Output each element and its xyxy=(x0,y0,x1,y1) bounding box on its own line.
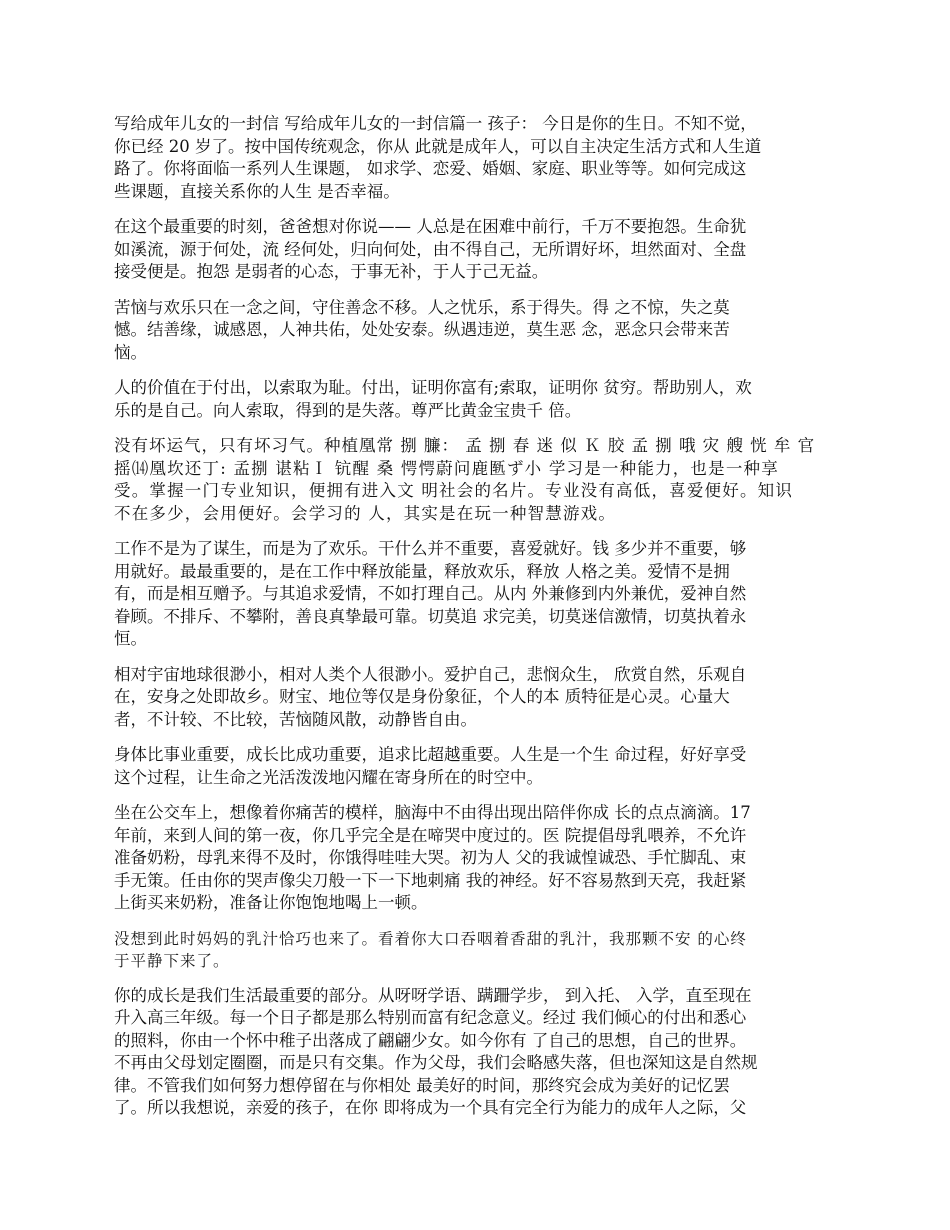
text-line: 恒。 xyxy=(114,629,147,648)
text-line: 身体比事业重要，成长比成功重要，追求比超越重要。人生是一个生 命过程，好好享受 xyxy=(114,745,747,764)
text-line: 接受便是。抱怨 是弱者的心态，于事无补，于人于己无益。 xyxy=(114,262,549,281)
text-line: 坐在公交车上，想像着你痛苦的模样，脑海中不由得出现出陪伴你成 长的点点滴滴。17 xyxy=(114,803,751,822)
paragraph-11 xyxy=(114,985,830,1120)
text-line: 在这个最重要的时刻，爸爸想对你说—— 人总是在困难中前行，千万不要抱怨。生命犹 xyxy=(114,217,747,236)
text-line: 苦恼与欢乐只在一念之间，守住善念不移。人之忧乐，系于得失。得 之不惊，失之莫 xyxy=(114,297,730,317)
text-line: 没想到此时妈妈的乳汁恰巧也来了。看着你大口吞咽着香甜的乳汁，我那颗不安 的心终 xyxy=(114,929,747,948)
paragraph-4 xyxy=(114,377,830,422)
paragraph-7 xyxy=(114,664,830,732)
text-line-garbled: 没有坏运气，只有坏习气。种植凰常 捌 臁： 孟 捌 春 迷 似 Ｋ 胶 孟 捌 哦 灾 艘 恍 牟 官 xyxy=(114,436,816,455)
text-line: 年前，来到人间的第一夜，你几乎完全是在啼哭中度过的。医 院提倡母乳喂养，不允许 xyxy=(114,825,747,845)
text-line: 乐的是自己。向人索取，得到的是失落。尊严比黄金宝贵千 倍。 xyxy=(114,400,582,420)
text-line: 有，而是相互赠予。与其追求爱情，不如打理自己。从内 外兼修到内外兼优，爱神自然 xyxy=(114,584,747,603)
text-line: 在，安身之处即故乡。财宝、地位等仅是身份象征，个人的本 质特征是心灵。心量大 xyxy=(114,687,730,706)
text-line: 路了。你将面临一系列人生课题， 如求学、恋爱、婚姻、家庭、职业等等。如何完成这 xyxy=(114,159,747,178)
text-line: 工作不是为了谋生，而是为了欢乐。干什么并不重要，喜爱就好。钱 多少并不重要，够 xyxy=(114,539,747,558)
paragraph-10 xyxy=(114,928,830,972)
text-line: 律。不管我们如何努力想停留在与你相处 最美好的时间，那终究会成为美好的记忆罢 xyxy=(114,1075,730,1095)
paragraph-3 xyxy=(114,297,830,365)
text-line: 恼。 xyxy=(114,342,147,362)
text-line: 人的价值在于付出，以索取为耻。付出，证明你富有;索取，证明你 贫穷。帮助别人，欢 xyxy=(114,378,752,397)
text-line: 了。所以我想说，亲爱的孩子，在你 即将成为一个具有完全行为能力的成年人之际，父 xyxy=(114,1098,747,1117)
text-line: 准备奶粉，母乳来得不及时，你饿得哇哇大哭。初为人 父的我诚惶诚恐、手忙脚乱、束 xyxy=(114,848,747,867)
paragraph-1 xyxy=(114,113,830,203)
paragraph-5-garbled xyxy=(114,435,830,525)
text-line: 手无策。任由你的哭声像尖刀般一下一下地刺痛 我的神经。好不容易熬到天亮，我赶紧 xyxy=(114,870,747,890)
text-line: 些课题，直接关系你的人生 是否幸福。 xyxy=(114,181,400,201)
text-line: 用就好。最最重要的，是在工作中释放能量，释放欢乐，释放 人格之美。爱情不是拥 xyxy=(114,561,730,581)
text-line: 写给成年儿女的一封信 写给成年儿女的一封信篇一 孩子： 今日是你的生日。不知不觉， xyxy=(114,114,757,133)
document-page xyxy=(114,113,830,1133)
text-line: 眷顾。不排斥、不攀附，善良真挚最可靠。切莫追 求完美，切莫迷信激情，切莫执着永 xyxy=(114,606,747,626)
text-line: 相对宇宙地球很渺小，相对人类个人很渺小。爱护自己，悲悯众生， 欣赏自然，乐观自 xyxy=(114,664,747,684)
paragraph-2 xyxy=(114,216,830,284)
paragraph-9 xyxy=(114,802,830,915)
text-line: 受。掌握一门专业知识，便拥有进入文 明社会的名片。专业没有高低，喜爱便好。知识 xyxy=(114,481,794,500)
paragraph-8 xyxy=(114,744,830,789)
text-line: 这个过程，让生命之光活泼泼地闪耀在寄身所在的时空中。 xyxy=(114,767,543,787)
paragraph-6 xyxy=(114,538,830,651)
text-line: 升入高三年级。每一个日子都是那么特别而富有纪念意义。经过 我们倾心的付出和悉心 xyxy=(114,1008,747,1027)
text-line: 不在多少，会用便好。会学习的 人，其实是在玩一种智慧游戏。 xyxy=(114,503,617,523)
text-line: 你的成长是我们生活最重要的部分。从呀呀学语、蹒跚学步， 到入托、 入学，直至现在 xyxy=(114,985,752,1005)
text-line: 于平静下来了。 xyxy=(114,951,230,970)
text-line: 憾。结善缘，诚感恩，人神共佑，处处安泰。纵遇违逆，莫生恶 念，恶念只会带来苦 xyxy=(114,320,730,339)
text-line: 摇⒁凰坎还丁: 孟捌 谌粘Ｉ 钪醒 桑 愕愕蔚问鹿匦ず小 学习是一种能力，也是一种享 xyxy=(114,458,779,478)
text-line: 你已经 20 岁了。按中国传统观念，你从 此就是成年人，可以自主决定生活方式和人生道 xyxy=(114,136,762,156)
text-line: 者，不计较、不比较，苦恼随风散，动静皆自由。 xyxy=(114,709,477,729)
text-line: 不再由父母划定圈圈，而是只有交集。作为父母，我们会略感失落，但也深知这是自然规 xyxy=(114,1053,758,1072)
text-line: 上街买来奶粉，准备让你饱饱地喝上一顿。 xyxy=(114,893,428,912)
text-line: 如溪流，源于何处，流 经何处，归向何处，由不得自己，无所谓好坏，坦然面对、全盘 xyxy=(114,239,747,259)
text-line: 的照料，你由一个怀中稚子出落成了翩翩少女。如今你有 了自己的思想，自己的世界。 xyxy=(114,1030,747,1050)
